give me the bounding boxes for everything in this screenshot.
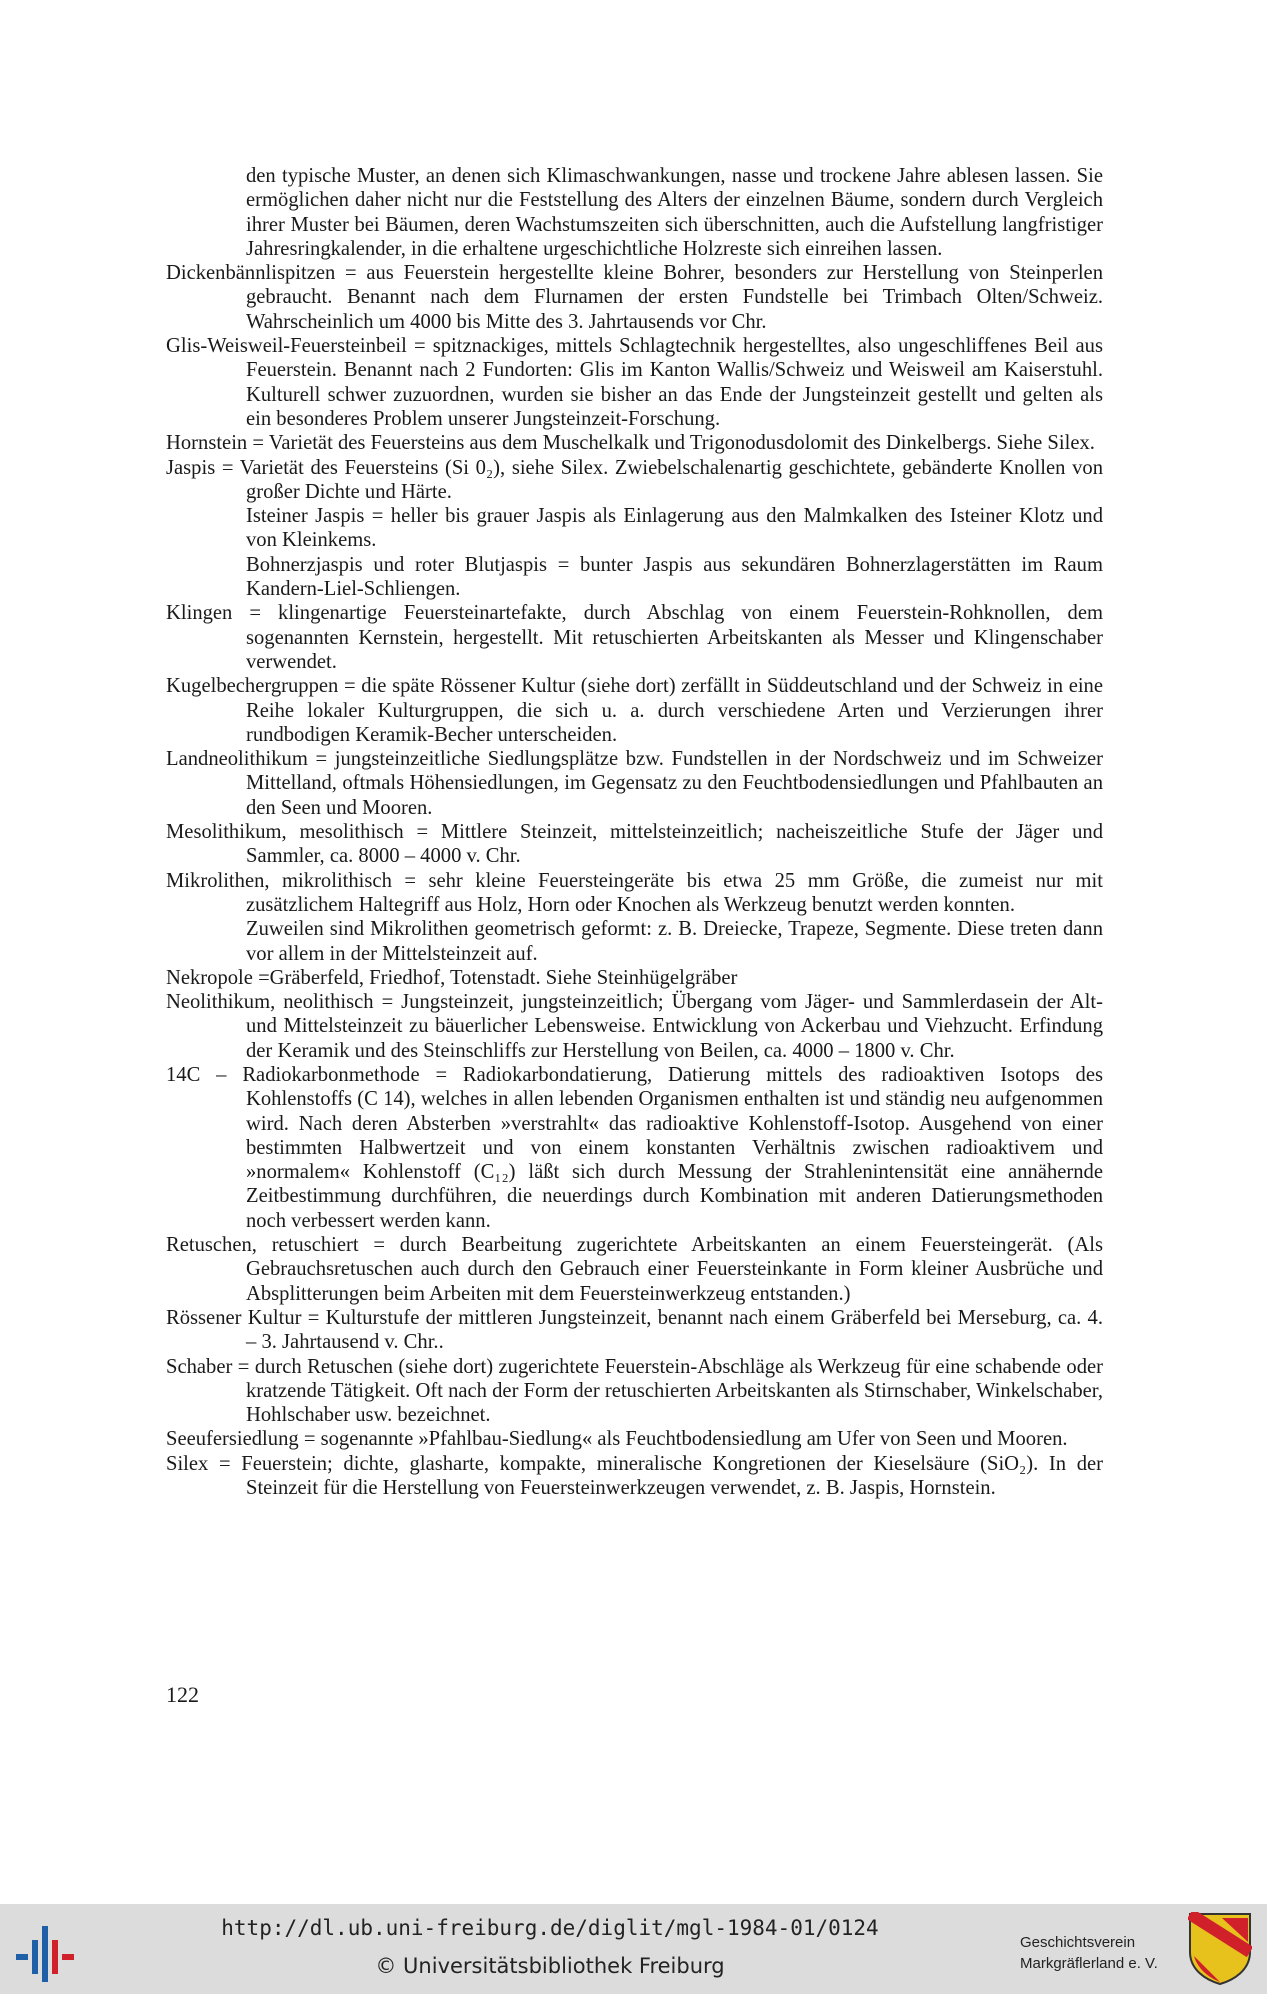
- ub-freiburg-logo-icon: [16, 1914, 82, 1986]
- glossary-entry: Nekropole =Gräberfeld, Friedhof, Totenstadt. Siehe Steinhügelgräber: [166, 966, 738, 989]
- glossary-entry: Rössener Kultur = Kulturstufe der mittleren Jungsteinzeit, benannt nach einem Gräberfeld bei Merseburg, ca. 4. – 3. Jahrtausend v. Chr..: [166, 1306, 1103, 1354]
- glossary-entry: Retuschen, retuschiert = durch Bearbeitung zugerichtete Arbeitskanten an einem Feuersteingerät. (Als Gebrauchsretuschen auch durch den Gebrauch einer Feuersteinkante in Form kleiner Ausbrüche und Absplitterungen beim Arbeiten mit dem Feuersteinwerkzeug entstanden.): [166, 1234, 1103, 1305]
- copyright-text: © Universitätsbibliothek Freiburg: [375, 1954, 725, 1978]
- glossary-entry-continuation: den typische Muster, an denen sich Klimaschwankungen, nasse und trockene Jahre ablesen lassen. Sie ermöglichen daher nicht nur die Feststellung des Alters der einzelnen Bäume, sondern durch Vergleich ihrer Muster bei Bäumen, deren Wachstumszeiten sich überschnitten, auch die Aufstellung langfristiger Jahresringkalender, in die erhaltene urgeschichtliche Holzreste sich einreihen lassen.: [246, 165, 1103, 260]
- society-name-line-1: Geschichtsverein: [1020, 1934, 1136, 1951]
- footer-bar: [0, 1904, 1267, 1994]
- glossary-entry-continuation: Bohnerzjaspis und roter Blutjaspis = bunter Jaspis aus sekundären Bohnerzlagerstätten im Raum Kandern-Liel-Schliengen.: [246, 553, 1103, 601]
- society-name-line-2: Markgräflerland e. V.: [1020, 1955, 1158, 1972]
- glossary-entry: Neolithikum, neolithisch = Jungsteinzeit, jungsteinzeitlich; Übergang vom Jäger- und Sammlerdasein der Alt- und Mittelsteinzeit zu bäuerlicher Lebensweise. Entwicklung von Ackerbau und Viehzucht. Erfindung der Keramik und des Steinschliffs zur Herstellung von Beilen, ca. 4000 – 1800 v. Chr.: [166, 991, 1103, 1062]
- glossary-entry: Landneolithikum = jungsteinzeitliche Siedlungsplätze bzw. Fundstellen in der Nordschweiz und im Schweizer Mittelland, oftmals Höhensiedlungen, im Gegensatz zu den Feuchtbodensiedlungen und Pfahlbauten an den Seen und Mooren.: [166, 748, 1103, 819]
- glossary-entry: Kugelbechergruppen = die späte Rössener Kultur (siehe dort) zerfällt in Süddeutschland und der Schweiz in eine Reihe lokaler Kulturgruppen, die sich u. a. durch verschiedene Arten und Verzierungen ihrer rundbodigen Keramik-Becher unterscheiden.: [166, 675, 1103, 746]
- glossary-entry-continuation: Isteiner Jaspis = heller bis grauer Jaspis als Einlagerung aus den Malmkalken des Isteiner Klotz und von Kleinkems.: [246, 505, 1103, 552]
- glossary-entry: Dickenbännlispitzen = aus Feuerstein hergestellte kleine Bohrer, besonders zur Herstellung von Steinperlen gebraucht. Benannt nach dem Flurnamen der ersten Fundstelle bei Trimbach Olten/Schweiz. Wahrscheinlich um 4000 bis Mitte des 3. Jahrtausends vor Chr.: [166, 262, 1103, 333]
- glossary-entry-continuation: Zuweilen sind Mikrolithen geometrisch geformt: z. B. Dreiecke, Trapeze, Segmente. Diese treten dann vor allem in der Mittelsteinzeit auf.: [246, 918, 1103, 965]
- glossary-entry: Jaspis = Varietät des Feuersteins (Si 0₂), siehe Silex. Zwiebelschalenartig geschichtete, gebänderte Knollen von großer Dichte und Härte.: [166, 456, 1103, 503]
- page-number: 122: [166, 1682, 199, 1707]
- permalink-url[interactable]: http://dl.ub.uni-freiburg.de/diglit/mgl-1984-01/0124: [221, 1916, 879, 1940]
- glossary-entry: Mesolithikum, mesolithisch = Mittlere Steinzeit, mittelsteinzeitlich; nacheiszeitliche Stufe der Jäger und Sammler, ca. 8000 – 4000 v. Chr.: [166, 821, 1103, 868]
- glossary-entry: Seeufersiedlung = sogenannte »Pfahlbau-Siedlung« als Feuchtbodensiedlung am Ufer von Seen und Mooren.: [166, 1428, 1068, 1451]
- glossary-entry: Glis-Weisweil-Feuersteinbeil = spitznackiges, mittels Schlagtechnik hergestelltes, also ungeschliffenes Beil aus Feuerstein. Benannt nach 2 Fundorten: Glis im Kanton Wallis/Schweiz und Weisweil am Kaiserstuhl. Kulturell schwer zuzuordnen, wurden sie bisher an das Ende der Jungsteinzeit gestellt und gelten als ein besonderes Problem unserer Jungsteinzeit-Forschung.: [166, 335, 1103, 430]
- glossary-page: [166, 164, 1103, 1500]
- glossary-entry: Klingen = klingenartige Feuersteinartefakte, durch Abschlag von einem Feuerstein-Rohknollen, dem sogenannten Kernstein, hergestellt. Mit retuschierten Arbeitskanten als Messer und Klingenschaber verwendet.: [166, 602, 1103, 673]
- glossary-entry: 14C – Radiokarbonmethode = Radiokarbondatierung, Datierung mittels des radioaktiven Isotops des Kohlenstoffs (C 14), welches in allen lebenden Organismen enthalten ist und ständig neu aufgenommen wird. Nach deren Absterben »verstrahlt« das radioaktive Kohlenstoff-Isotop. Ausgehend von einer bestimmten Halbwertzeit und von einem konstanten Verhältnis zwischen radioaktivem und »normalem« Kohlenstoff (C₁₂) läßt sich durch Messung der Strahlenintensität eine annähernde Zeitbestimmung durchführen, die neuerdings durch Kombination mit anderen Datierungsmethoden noch verbessert werden kann.: [166, 1063, 1103, 1232]
- glossary-entry: Mikrolithen, mikrolithisch = sehr kleine Feuersteingeräte bis etwa 25 mm Größe, die zumeist nur mit zusätzlichem Haltegriff aus Holz, Horn oder Knochen als Werkzeug benutzt werden konnten.: [166, 869, 1103, 916]
- society-name: [1020, 1932, 1158, 1974]
- glossary-entry: Hornstein = Varietät des Feuersteins aus dem Muschelkalk und Trigonodusdolomit des Dinkelbergs. Siehe Silex.: [166, 432, 1095, 455]
- glossary-entry: Silex = Feuerstein; dichte, glasharte, kompakte, mineralische Kongretionen der Kieselsäure (SiO₂). In der Steinzeit für die Herstellung von Feuersteinwerkzeugen verwendet, z. B. Jaspis, Hornstein.: [166, 1452, 1103, 1500]
- coat-of-arms-icon: [1188, 1912, 1252, 1986]
- glossary-entry: Schaber = durch Retuschen (siehe dort) zugerichtete Feuerstein-Abschläge als Werkzeug für eine schabende oder kratzende Tätigkeit. Oft nach der Form der retuschierten Arbeitskanten als Stirnschaber, Winkelschaber, Hohlschaber usw. bezeichnet.: [166, 1355, 1103, 1427]
